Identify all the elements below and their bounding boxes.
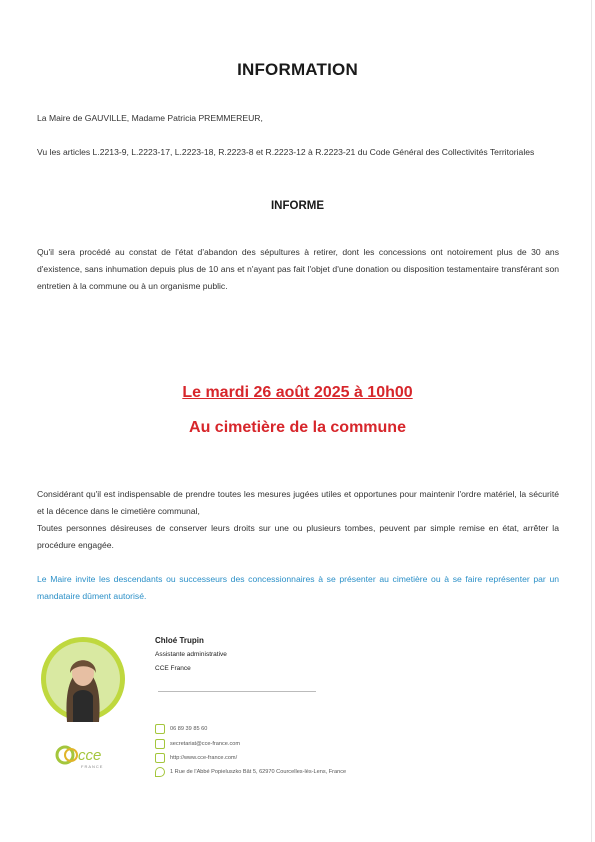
page-title: INFORMATION [237,60,358,79]
contact-website[interactable]: http://www.cce-france.com/ [170,755,238,761]
signature-role: Assistante administrative [155,651,227,658]
contact-address: 1 Rue de l'Abbé Popieluszko Bât 5, 62970 Courcelles-lès-Lens, France [170,769,347,775]
date-line: Le mardi 26 août 2025 à 10h00 [182,384,413,401]
globe-icon [155,753,165,763]
signature-divider [158,691,316,692]
company-logo [55,743,125,771]
contact-phone[interactable]: 06 89 39 85 60 [170,726,208,732]
invitation-paragraph: Le Maire invite les descendants ou successeurs des concessionnaires à se présenter au cimetière ou à se faire représenter par un mandataire dûment autorisé. [37,574,559,601]
signature-name: Chloé Trupin [155,636,204,645]
signature-organization: CCE France [155,665,191,672]
logo-wordmark: cce [78,747,102,764]
informe-heading: INFORME [270,200,325,212]
mail-icon [155,739,165,749]
mayor-line: La Maire de GAUVILLE, Madame Patricia PREMMEREUR, [37,113,263,123]
considerant-paragraph-1: Considérant qu'il est indispensable de prendre toutes les mesures jugées utiles et opportunes pour maintenir l'ordre matériel, la sécurité et la décence dans le cimetière communal, [37,489,559,516]
location-pin-icon [155,767,165,777]
logo-subtext: FRANCE [81,764,104,769]
contact-email[interactable]: secretariat@cce-france.com [170,741,241,747]
informe-text: Qu'il sera procédé au constat de l'état d'abandon des sépultures à retirer, dont les concessions ont notoirement plus de 30 ans d'existence, sans inhumation depuis plus de 10 ans et n'ayant pas fait l'objet d'une donation ou disposition testamentaire transférant son entretien à la commune ou à un organisme public. [37,247,559,291]
phone-icon [155,724,165,734]
place-line: Au cimetière de la commune [189,419,406,436]
avatar [40,636,126,722]
legal-basis: Vu les articles L.2213-9, L.2223-17, L.2223-18, R.2223-8 et R.2223-12 à R.2223-21 du Code Général des Collectivités Territoriales [37,147,535,157]
considerant-paragraph-2: Toutes personnes désireuses de conserver leurs droits sur une ou plusieurs tombes, peuvent par simple remise en état, arrêter la procédure engagée. [37,523,559,550]
